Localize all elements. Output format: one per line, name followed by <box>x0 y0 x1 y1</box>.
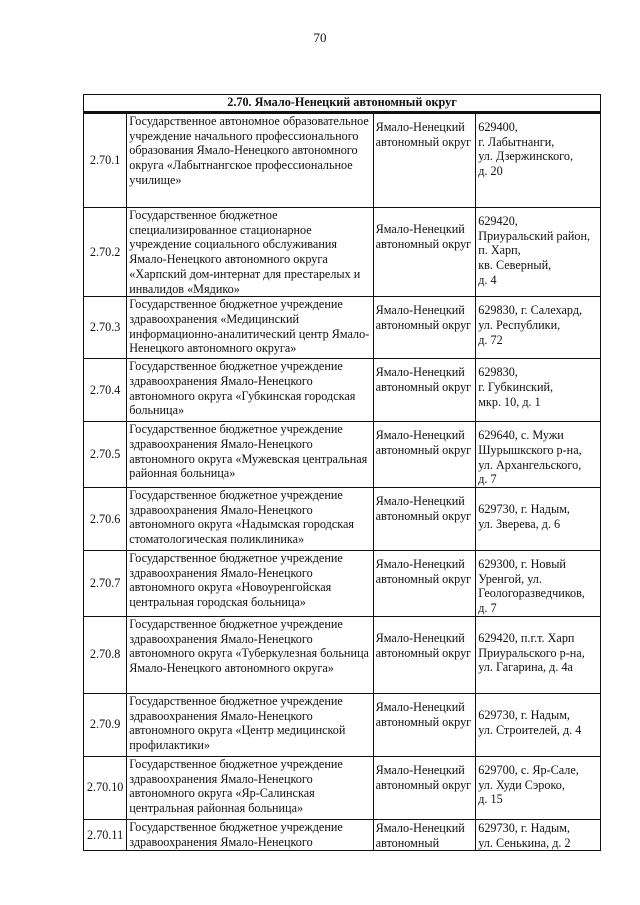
address: 629700, с. Яр-Сале, ул. Худи Сэроко, д. 15 <box>478 762 579 807</box>
table-row <box>84 756 601 819</box>
row-number: 2.70.5 <box>84 422 127 488</box>
region: Ямало-Ненецкий автономный округ <box>373 297 476 359</box>
table-row <box>84 488 601 551</box>
institution-name: Государственное бюджетное учреждение здравоохранения Ямало-Ненецкого автономного округа «Новоуренгойская центральная городская больница» <box>127 551 373 617</box>
institution-name: Государственное бюджетное учреждение здравоохранения Ямало-Ненецкого автономного округа «Губкинская городская больница» <box>127 359 373 422</box>
region: Ямало-Ненецкий автономный округ <box>373 756 476 819</box>
registry-table <box>83 94 601 851</box>
address: 629420, п.г.т. Харп Приуральского р-на, ул. Гагарина, д. 4а <box>478 630 585 675</box>
institution-name: Государственное бюджетное учреждение здравоохранения Ямало-Ненецкого автономного округа «Мужевская центральная районная больница» <box>127 422 373 488</box>
table-row <box>84 693 601 756</box>
page-number: 70 <box>313 30 327 45</box>
row-number: 2.70.8 <box>84 616 127 693</box>
address-cell <box>476 422 601 488</box>
address: 629730, г. Надым, ул. Строителей, д. 4 <box>478 707 582 737</box>
address: 629730, г. Надым, ул. Зверева, д. 6 <box>478 502 570 531</box>
address-cell <box>476 297 601 359</box>
address: 629420, Приуральский район, п. Харп, кв. Северный, д. 4 <box>478 214 591 287</box>
address-cell <box>476 693 601 756</box>
institution-name: Государственное бюджетное учреждение здравоохранения «Медицинский информационно-аналитический центр Ямало-Ненецкого автономного округа» <box>127 297 373 359</box>
region: Ямало-Ненецкий автономный округ <box>373 551 476 617</box>
row-number: 2.70.11 <box>84 819 127 850</box>
address-cell <box>476 113 601 208</box>
address: 629830, г. Губкинский, мкр. 10, д. 1 <box>478 365 554 409</box>
address-cell <box>476 819 601 850</box>
section-header-row <box>84 95 601 113</box>
address: 629640, с. Мужи Шурышкского р-на, ул. Архангельского, д. 7 <box>478 428 582 487</box>
address-cell <box>476 756 601 819</box>
row-number: 2.70.4 <box>84 359 127 422</box>
institution-name: Государственное бюджетное учреждение здравоохранения Ямало-Ненецкого автономного округа «Туберкулезная больница Ямало-Ненецкого автономного округа» <box>127 616 373 693</box>
address: 629400, г. Лабытнанги, ул. Дзержинского, д. 20 <box>478 120 573 179</box>
address-cell <box>476 359 601 422</box>
row-number: 2.70.9 <box>84 693 127 756</box>
region: Ямало-Ненецкий автономный <box>373 819 476 850</box>
institution-name: Государственное бюджетное специализированное стационарное учреждение социального обслуживания Ямало-Ненецкого автономного округа «Харпский дом-интернат для престарелых и инвалидов «Мядико» <box>127 208 373 297</box>
table-row <box>84 113 601 208</box>
table-row <box>84 819 601 850</box>
address-cell <box>476 488 601 551</box>
table-row <box>84 422 601 488</box>
row-number: 2.70.7 <box>84 551 127 617</box>
row-number: 2.70.1 <box>84 113 127 208</box>
row-number: 2.70.3 <box>84 297 127 359</box>
address: 629830, г. Салехард, ул. Республики, д. 72 <box>478 303 583 347</box>
row-number: 2.70.6 <box>84 488 127 551</box>
table-row <box>84 551 601 617</box>
table-row <box>84 208 601 297</box>
region: Ямало-Ненецкий автономный округ <box>373 359 476 422</box>
section-title: 2.70. Ямало-Ненецкий автономный округ <box>84 95 601 113</box>
table-row <box>84 297 601 359</box>
region: Ямало-Ненецкий автономный округ <box>373 693 476 756</box>
region: Ямало-Ненецкий автономный округ <box>373 113 476 208</box>
table-row <box>84 616 601 693</box>
address-cell <box>476 208 601 297</box>
region: Ямало-Ненецкий автономный округ <box>373 208 476 297</box>
institution-name: Государственное автономное образовательное учреждение начального профессионального образования Ямало-Ненецкого автономного округа «Лабытнангское профессиональное училище» <box>127 113 373 208</box>
address: 629300, г. Новый Уренгой, ул. Геологоразведчиков, д. 7 <box>478 557 585 616</box>
institution-name: Государственное бюджетное учреждение здравоохранения Ямало-Ненецкого автономного округа «Надымская городская стоматологическая поликлиника» <box>127 488 373 551</box>
row-number: 2.70.10 <box>84 756 127 819</box>
address-cell <box>476 616 601 693</box>
region: Ямало-Ненецкий автономный округ <box>373 488 476 551</box>
institution-name: Государственное бюджетное учреждение здравоохранения Ямало-Ненецкого автономного округа «Яр-Салинская центральная районная больница» <box>127 756 373 819</box>
address-cell <box>476 551 601 617</box>
institution-name: Государственное бюджетное учреждение здравоохранения Ямало-Ненецкого <box>127 819 373 850</box>
region: Ямало-Ненецкий автономный округ <box>373 422 476 488</box>
row-number: 2.70.2 <box>84 208 127 297</box>
institution-name: Государственное бюджетное учреждение здравоохранения Ямало-Ненецкого автономного округа «Центр медицинской профилактики» <box>127 693 373 756</box>
region: Ямало-Ненецкий автономный округ <box>373 616 476 693</box>
address: 629730, г. Надым, ул. Сенькина, д. 2 <box>478 820 571 850</box>
table-row <box>84 359 601 422</box>
